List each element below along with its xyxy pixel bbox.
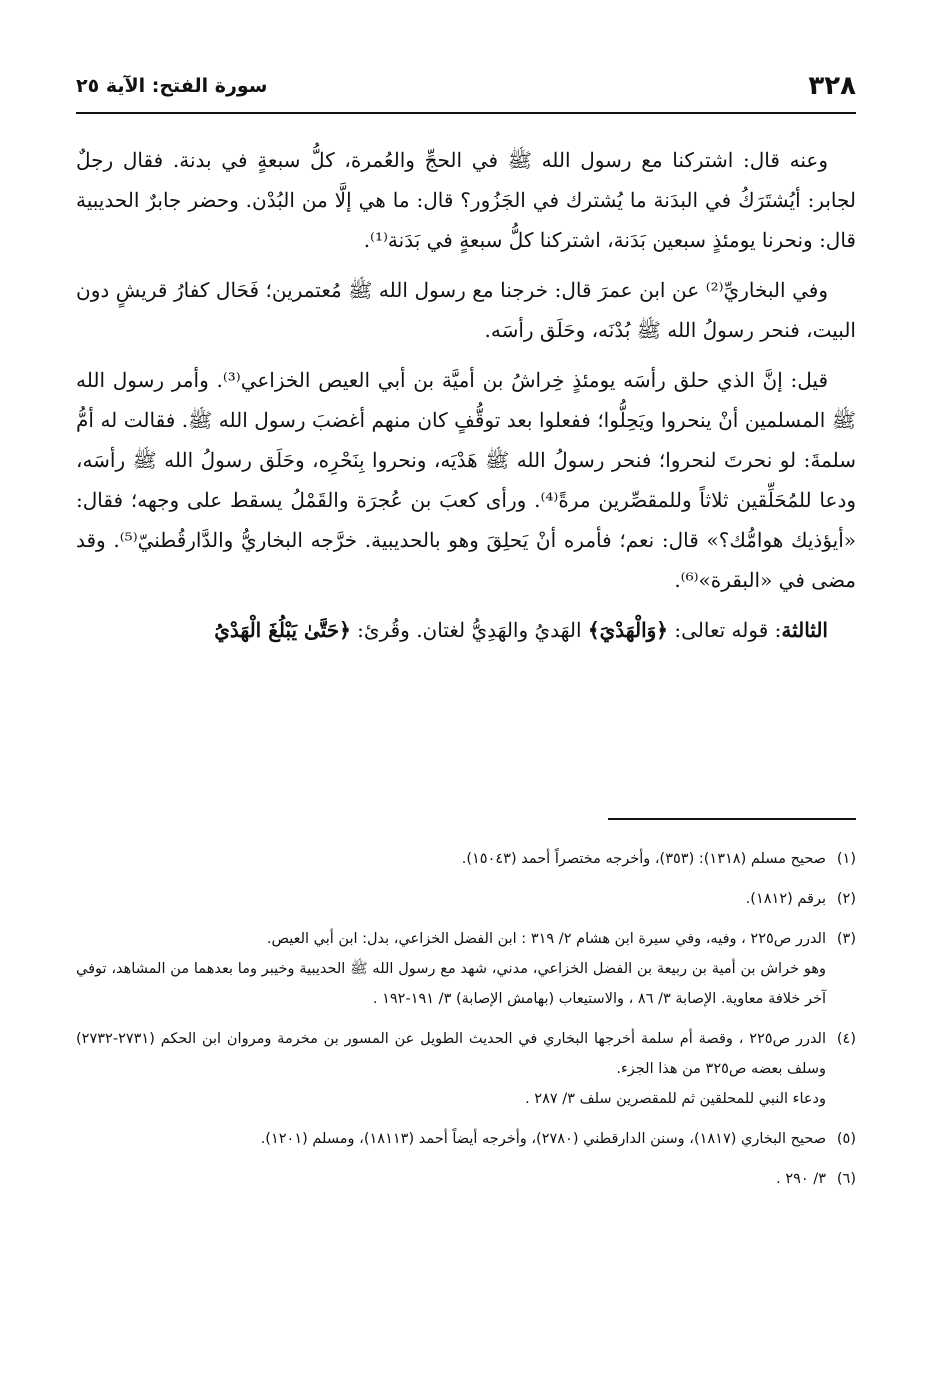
footnote [76, 884, 856, 914]
footnote [76, 924, 856, 1014]
footnote [76, 1124, 856, 1154]
footnote [76, 1164, 856, 1194]
footnote [76, 1024, 856, 1114]
footnote-line: الدرر ص٢٢٥ ، وفيه، وفي سيرة ابن هشام ٢/ ٣١٩ : ابن الفضل الخزاعي، بدل: ابن أبي العيص. [266, 931, 826, 947]
footnote-number: (٦) [836, 1171, 856, 1187]
footnote-line: صحيح مسلم (١٣١٨): (٣٥٣)، وأخرجه مختصراً أحمد (١٥٠٤٣). [461, 851, 826, 867]
paragraph-2: وفي البخاريِّ⁽²⁾ عن ابن عمرَ قال: خرجنا مع رسول الله ﷺ مُعتمرين؛ فَحَال كفارُ قريشٍ دون البيت، فنحر رسولُ الله ﷺ بُدْنَه، وحَلَق رأسَه. [76, 278, 856, 342]
footnote-number: (١) [836, 851, 856, 867]
paragraph-4 [76, 610, 856, 650]
paragraph-1: وعنه قال: اشتركنا مع رسول الله ﷺ في الحجِّ والعُمرة، كلُّ سبعةٍ في بدنة. فقال رجلٌ لجابر: أيُشتَرَكُ في البدَنة ما يُشترك في الجَزُور؟ قال: ما هي إلَّا من البُدْن. وحضر جابرٌ الحديبية قال: ونحرنا يومئذٍ سبعين بَدَنة، اشتركنا كلُّ سبعةٍ في بَدَنة⁽¹⁾. [76, 148, 856, 252]
footnote-body [76, 1024, 826, 1114]
footnotes [76, 844, 856, 1204]
footnote-number: (٣) [836, 931, 856, 947]
footnote-number: (٥) [836, 1131, 856, 1147]
paragraph-3: قيل: إنَّ الذي حلق رأسَه يومئذٍ خِراشُ بن أميَّة بن أبي العيص الخزاعي⁽³⁾. وأمر رسول الله ﷺ المسلمين أنْ ينحروا ويَحِلُّوا؛ ففعلوا بعد توقُّفٍ كان منهم أغضبَ رسول الله ﷺ. فقالت له أمُّ سلمةَ: لو نحرتَ لنحروا؛ فنحر رسولُ الله ﷺ هَدْيَه، ونحروا بِنَحْرِه، وحَلَق رسولُ الله ﷺ رأسَه، ودعا للمُحَلِّقين ثلاثاً وللمقصِّرين مرةً⁽⁴⁾. ورأى كعبَ بن عُجرَة والقَمْلُ يسقط على وجهه؛ فقال: «أيؤذيك هوامُّك؟» قال: نعم؛ فأمره أنْ يَحلِقَ وهو بالحديبية. خرَّجه البخاريُّ والدَّارقُطنيّ⁽⁵⁾. وقد مضى في «البقرة»⁽⁶⁾. [76, 368, 857, 592]
footnote-line: ٣/ ٢٩٠ . [776, 1171, 826, 1187]
running-title: سورة الفتح: الآية ٢٥ [76, 75, 268, 97]
footnote-body [76, 924, 826, 1014]
footnote-number: (٤) [836, 1031, 856, 1047]
footnote-rule [608, 818, 856, 820]
page-header [76, 64, 856, 108]
footnote-body [76, 844, 826, 874]
footnote-line: صحيح البخاري (١٨١٧)، وسنن الدارقطني (٢٧٨٠)، وأخرجه أيضاً أحمد (١٨١١٣)، ومسلم (١٢٠١). [260, 1131, 826, 1147]
page-number: ٣٢٨ [808, 71, 856, 101]
footnote-number: (٢) [836, 891, 856, 907]
footnote-line: وهو خراش بن أمية بن ربيعة بن الفضل الخزاعي، مدني، شهد مع رسول الله ﷺ الحديبية وخيبر وما بعدهما من المشاهد، توفي آخر خلافة معاوية. الإصابة ٣/ ٨٦ ، والاستيعاب (بهامش الإصابة) ٣/ ١٩١-١٩٢ . [76, 961, 826, 1007]
footnote-line: برقم (١٨١٢). [745, 891, 826, 907]
footnote-body [76, 1124, 826, 1154]
header-rule [76, 112, 856, 114]
footnote-line: الدرر ص٢٢٥ ، وقصة أم سلمة أخرجها البخاري في الحديث الطويل عن المسور بن مخرمة ومروان ابن الحكم (٢٧٣١-٢٧٣٢) وسلف بعضه ص٣٢٥ من هذا الجزء. [76, 1031, 827, 1077]
main-text [76, 140, 856, 650]
paragraph-4-text-2: الهَديُ والهَدِيُّ لغتان. وقُرئ: [350, 618, 588, 642]
paragraph-4-text-1: : قوله تعالى: [668, 618, 782, 642]
quran-quote-1: ﴿وَالْهَدْيَ﴾ [587, 618, 669, 642]
issue-heading: الثالثة [781, 618, 828, 642]
footnote-line: ودعاء النبي للمحلقين ثم للمقصرين سلف ٣/ ٢٨٧ . [525, 1091, 826, 1107]
quran-quote-2: ﴿حَتَّىٰ يَبْلُغَ الْهَدْيُ [214, 618, 351, 642]
footnote-body [76, 1164, 826, 1194]
footnote [76, 844, 856, 874]
footnote-body [76, 884, 826, 914]
